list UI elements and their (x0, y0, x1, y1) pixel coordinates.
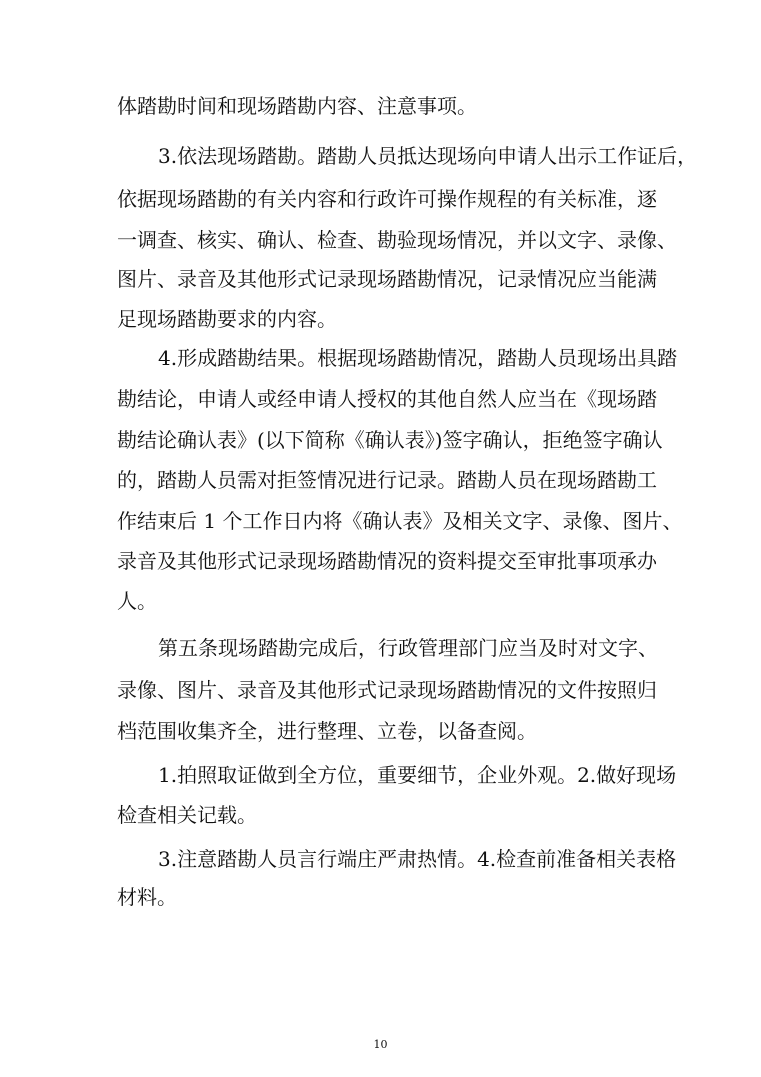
text-line-17: 1.拍照取证做到全方位，重要细节，企业外观。2.做好现场 (158, 763, 677, 787)
text-line-1: 体踏勘时间和现场踏勘内容、注意事项。 (117, 94, 477, 118)
text-line-15: 录像、图片、录音及其他形式记录现场踏勘情况的文件按照归 (117, 678, 657, 702)
text-line-6: 足现场踏勘要求的内容。 (117, 307, 337, 331)
text-line-3: 依据现场踏勘的有关内容和行政许可操作规程的有关标准，逐 (117, 187, 657, 211)
text-line-8: 勘结论，申请人或经申请人授权的其他自然人应当在《现场踏 (117, 387, 657, 411)
page-number: 10 (373, 1038, 388, 1051)
text-line-4: 一调查、核实、确认、检查、勘验现场情况，并以文字、录像、 (117, 228, 677, 252)
text-line-5: 图片、录音及其他形式记录现场踏勘情况，记录情况应当能满 (117, 267, 657, 291)
text-line-19: 3.注意踏勘人员言行端庄严肃热情。4.检查前准备相关表格 (158, 847, 677, 871)
text-line-14: 第五条现场踏勘完成后，行政管理部门应当及时对文字、 (158, 636, 658, 660)
text-line-16: 档范围收集齐全，进行整理、立卷，以备查阅。 (117, 719, 537, 743)
text-line-9: 勘结论确认表》(以下简称《确认表》)签字确认，拒绝签字确认 (117, 428, 663, 452)
text-line-20: 材料。 (117, 885, 177, 909)
text-line-7: 4.形成踏勘结果。根据现场踏勘情况，踏勘人员现场出具踏 (158, 346, 678, 370)
text-line-10: 的，踏勘人员需对拒签情况进行记录。踏勘人员在现场踏勘工 (117, 468, 657, 492)
text-line-11: 作结束后 1 个工作日内将《确认表》及相关文字、录像、图片、 (117, 509, 683, 533)
text-line-12: 录音及其他形式记录现场踏勘情况的资料提交至审批事项承办 (117, 549, 657, 573)
text-line-18: 检查相关记载。 (117, 803, 257, 827)
text-line-2: 3.依法现场踏勘。踏勘人员抵达现场向申请人出示工作证后， (158, 144, 698, 168)
text-line-13: 人。 (117, 589, 157, 613)
